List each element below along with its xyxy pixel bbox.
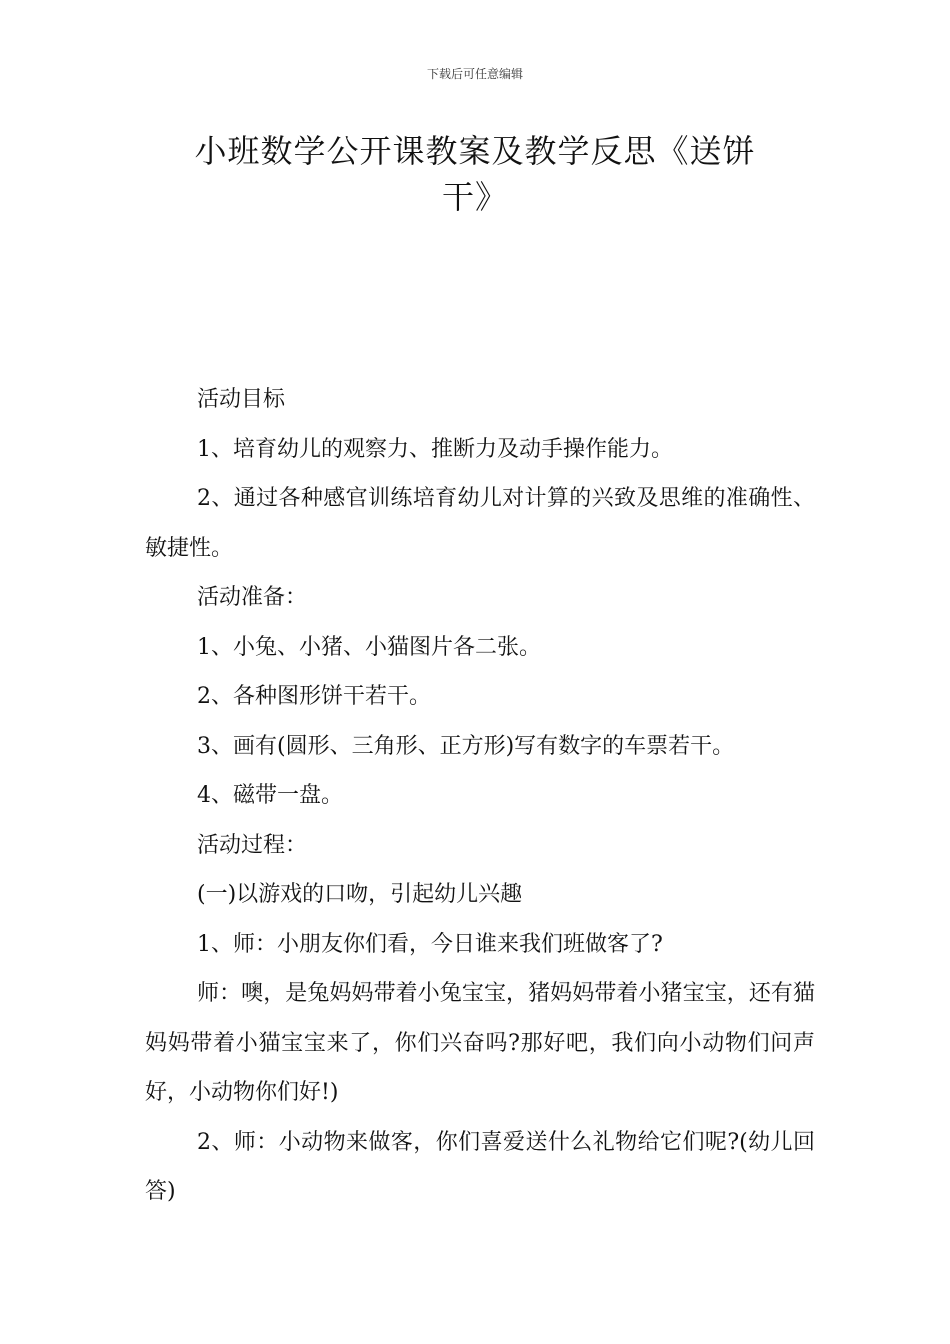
- paragraph: 2、师：小动物来做客，你们喜爱送什么礼物给它们呢?(幼儿回答): [145, 1129, 815, 1204]
- paragraph: (一)以游戏的口吻，引起幼儿兴趣: [197, 882, 523, 907]
- paragraph: 1、培育幼儿的观察力、推断力及动手操作能力。: [197, 436, 673, 462]
- paragraph: 2、各种图形饼干若干。: [197, 684, 431, 709]
- paragraph: 2、通过各种感官训练培育幼儿对计算的兴致及思维的准确性、敏捷性。: [145, 486, 815, 561]
- paragraph: 3、画有(圆形、三角形、正方形)写有数字的车票若干。: [197, 733, 735, 759]
- title-line-2: 干》: [441, 178, 508, 216]
- paragraph: 4、磁带一盘。: [197, 783, 343, 808]
- title-line-1: 小班数学公开课教案及教学反思《送饼: [194, 132, 756, 170]
- paragraph: 1、小兔、小猪、小猫图片各二张。: [197, 634, 541, 660]
- section-heading-preparation: 活动准备：: [197, 585, 308, 610]
- document-body: [145, 375, 815, 1217]
- document-title: [150, 128, 800, 220]
- section-heading-process: 活动过程：: [197, 832, 308, 858]
- paragraph: 1、师：小朋友你们看，今日谁来我们班做客了?: [197, 931, 663, 957]
- header-note: 下载后可任意编辑: [426, 67, 523, 81]
- paragraph: 师：噢，是兔妈妈带着小兔宝宝，猪妈妈带着小猪宝宝，还有猫妈妈带着小猫宝宝来了，你们兴奋吗?那好吧，我们向小动物们问声好，小动物你们好!): [145, 981, 815, 1105]
- section-heading-goals: 活动目标: [197, 387, 286, 412]
